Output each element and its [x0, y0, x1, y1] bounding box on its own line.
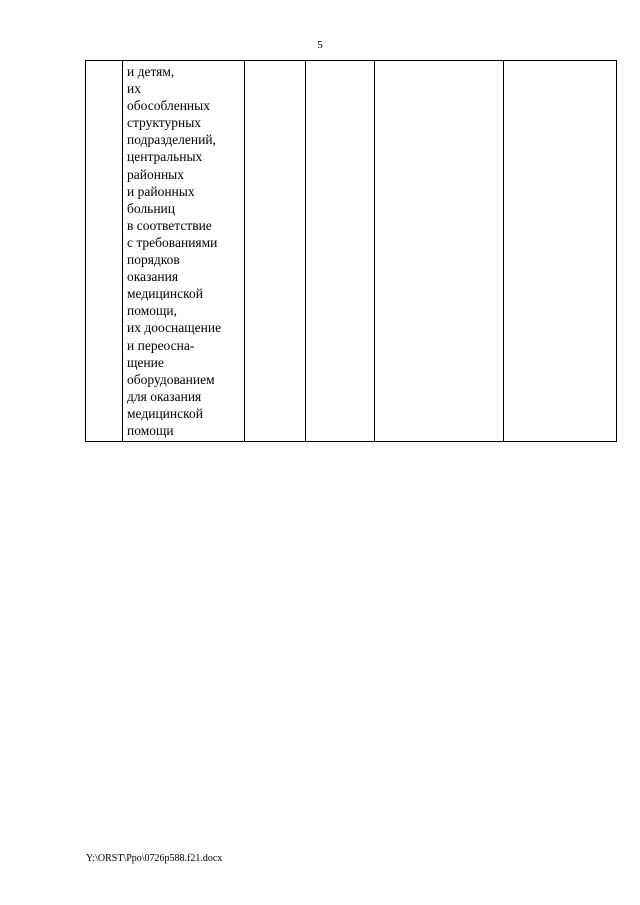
- text-line: медицинской: [127, 286, 203, 302]
- text-line: с требованиями: [127, 234, 218, 250]
- table-cell-empty-3: [245, 61, 306, 442]
- text-line: больниц: [127, 200, 176, 216]
- text-line: порядков: [127, 252, 180, 268]
- text-line: медицинской: [127, 405, 203, 421]
- text-line: помощи: [127, 422, 174, 438]
- table-cell-empty-4: [306, 61, 375, 442]
- text-line: районных: [127, 166, 184, 182]
- text-line: их: [127, 81, 141, 97]
- text-line: помощи,: [127, 303, 178, 319]
- text-line: их дооснащение: [127, 320, 222, 336]
- footer-file-path: Y:\ORST\Ppo\0726p588.f21.docx: [86, 853, 223, 864]
- text-line: подразделений,: [127, 132, 216, 148]
- table-cell-number: [86, 61, 123, 442]
- text-line: и детям,: [127, 64, 175, 79]
- text-line: структурных: [127, 115, 202, 131]
- text-line: в соответствие: [127, 217, 212, 233]
- description-text: [123, 61, 244, 439]
- table-row: [86, 61, 617, 442]
- table-cell-empty-6: [504, 61, 617, 442]
- page-number: 5: [317, 39, 323, 51]
- text-line: для оказания: [127, 388, 202, 404]
- table-cell-description: [123, 61, 245, 442]
- text-line: щение: [127, 354, 164, 370]
- text-line: оборудованием: [127, 371, 215, 387]
- table-cell-empty-5: [375, 61, 504, 442]
- text-line: и районных: [127, 183, 195, 199]
- text-line: обособленных: [127, 98, 210, 114]
- text-line: оказания: [127, 269, 179, 285]
- text-line: центральных: [127, 149, 203, 165]
- text-line: и переосна-: [127, 337, 195, 353]
- document-table: [85, 60, 617, 442]
